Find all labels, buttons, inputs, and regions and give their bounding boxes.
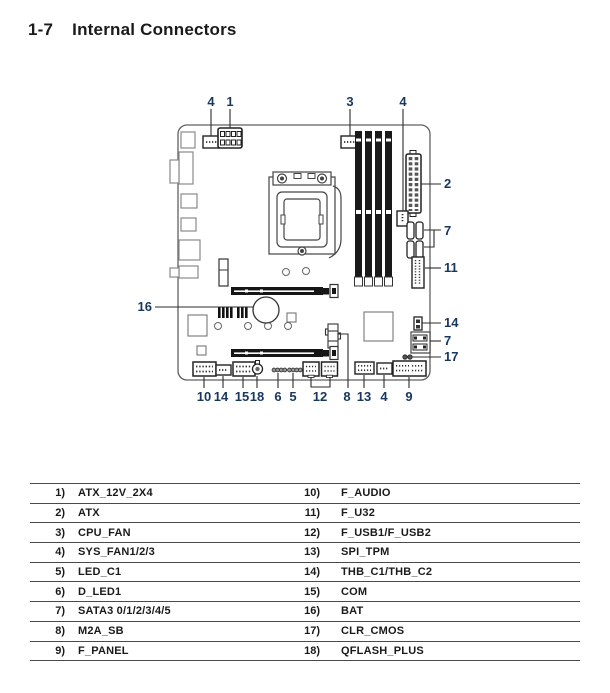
- connector-number: 16): [304, 605, 320, 618]
- connector-name: M2A_SB: [78, 625, 124, 638]
- f-audio-connector: [193, 362, 216, 376]
- connector-name: F_AUDIO: [341, 487, 391, 500]
- connector-name: ATX: [78, 507, 100, 520]
- sys-fan-top-connector: [203, 136, 219, 148]
- motherboard-diagram: [0, 85, 610, 410]
- vertical-slot: [219, 259, 228, 286]
- callout-sys-fan-top: 4: [207, 94, 215, 109]
- sata-lower-ports: [411, 332, 430, 353]
- callout-cpu-fan: 3: [346, 94, 354, 109]
- table-row: [30, 484, 580, 504]
- connector-number: 13): [304, 546, 320, 559]
- table-row: [30, 582, 580, 602]
- connector-name: BAT: [341, 605, 364, 618]
- sys-fan-right-connector: [397, 211, 408, 226]
- callout-d-led1: 6: [274, 389, 282, 404]
- connector-name: SATA3 0/1/2/3/4/5: [78, 605, 171, 618]
- callout-atx: 2: [444, 176, 452, 191]
- callout-clr-cmos: 17: [444, 349, 459, 364]
- callout-qflash-plus: 18: [249, 389, 265, 404]
- callout-m2a-sb: 8: [343, 389, 351, 404]
- led-c1-header: [288, 368, 303, 372]
- section-title: Internal Connectors: [72, 20, 237, 39]
- table-row: [30, 622, 580, 642]
- table-row: [30, 642, 580, 662]
- callout-thb-c1: 14: [444, 315, 459, 330]
- connector-name: CLR_CMOS: [341, 625, 405, 638]
- thb-c2-connector: [216, 365, 231, 375]
- connector-number: 9): [55, 644, 65, 657]
- table-row: [30, 602, 580, 622]
- callout-f-panel: 9: [405, 389, 413, 404]
- sys-fan-bottom-connector: [377, 363, 392, 374]
- connector-name: THB_C1/THB_C2: [341, 566, 433, 579]
- f-usb2-header: [322, 362, 338, 378]
- callout-sata-lower: 7: [444, 333, 452, 348]
- connector-number: 3): [55, 526, 65, 539]
- chipset: [364, 312, 393, 341]
- connector-name: F_PANEL: [78, 644, 129, 657]
- callout-thb-c2: 14: [213, 389, 229, 404]
- connector-number: 1): [55, 487, 65, 500]
- atx-12v-2x4-connector: [218, 128, 242, 148]
- com-header: [233, 362, 255, 376]
- connector-name: CPU_FAN: [78, 526, 131, 539]
- m2a-sb-connector: [326, 324, 341, 348]
- connector-number: 8): [55, 625, 65, 638]
- connector-number: 7): [55, 605, 65, 618]
- callout-f-u32: 11: [444, 260, 458, 275]
- connector-number: 15): [304, 585, 320, 598]
- connector-number: 11): [304, 507, 320, 520]
- connector-number: 4): [55, 546, 65, 559]
- connector-name: ATX_12V_2X4: [78, 487, 153, 500]
- connector-number: 14): [304, 566, 320, 579]
- section-number: 1-7: [28, 20, 54, 39]
- page-title: [28, 20, 237, 40]
- callout-sata-upper: 7: [444, 223, 452, 238]
- battery: [253, 297, 279, 323]
- callout-sys-fan-right: 4: [399, 94, 407, 109]
- connector-name: SPI_TPM: [341, 546, 390, 559]
- connector-number: 17): [304, 625, 320, 638]
- callout-spi-tpm: 13: [356, 389, 372, 404]
- table-row: [30, 563, 580, 583]
- connector-number: 6): [55, 585, 65, 598]
- thb-c1-connector: [414, 317, 422, 330]
- f-u32-header: [412, 257, 424, 288]
- connector-name: D_LED1: [78, 585, 122, 598]
- connector-name: LED_C1: [78, 566, 122, 579]
- connector-name: SYS_FAN1/2/3: [78, 546, 155, 559]
- callout-sys-fan-bottom: 4: [380, 389, 388, 404]
- table-row: [30, 523, 580, 543]
- connector-number: 10): [304, 487, 320, 500]
- callout-com: 15: [234, 389, 250, 404]
- callout-bat: 16: [137, 299, 152, 314]
- d-led1-header: [272, 368, 287, 372]
- spi-tpm-header: [355, 362, 374, 374]
- connector-number: 12): [304, 526, 320, 539]
- callout-led-c1: 5: [289, 389, 297, 404]
- connector-number: 18): [304, 644, 320, 657]
- connector-number: 2): [55, 507, 65, 520]
- callout-f-audio: 10: [196, 389, 212, 404]
- callout-f-usb: 12: [312, 389, 328, 404]
- connector-name: COM: [341, 585, 368, 598]
- connector-name: F_USB1/F_USB2: [341, 526, 432, 539]
- connector-table: [30, 483, 580, 661]
- callout-atx-12v: 1: [226, 94, 234, 109]
- table-row: [30, 543, 580, 563]
- connector-name: F_U32: [341, 507, 376, 520]
- cpu-socket: [269, 172, 341, 258]
- connector-name: QFLASH_PLUS: [341, 644, 424, 657]
- f-panel-header: [393, 361, 426, 376]
- connector-number: 5): [55, 566, 65, 579]
- table-row: [30, 504, 580, 524]
- atx-24pin-connector: [406, 151, 421, 217]
- f-usb1-header: [303, 362, 319, 378]
